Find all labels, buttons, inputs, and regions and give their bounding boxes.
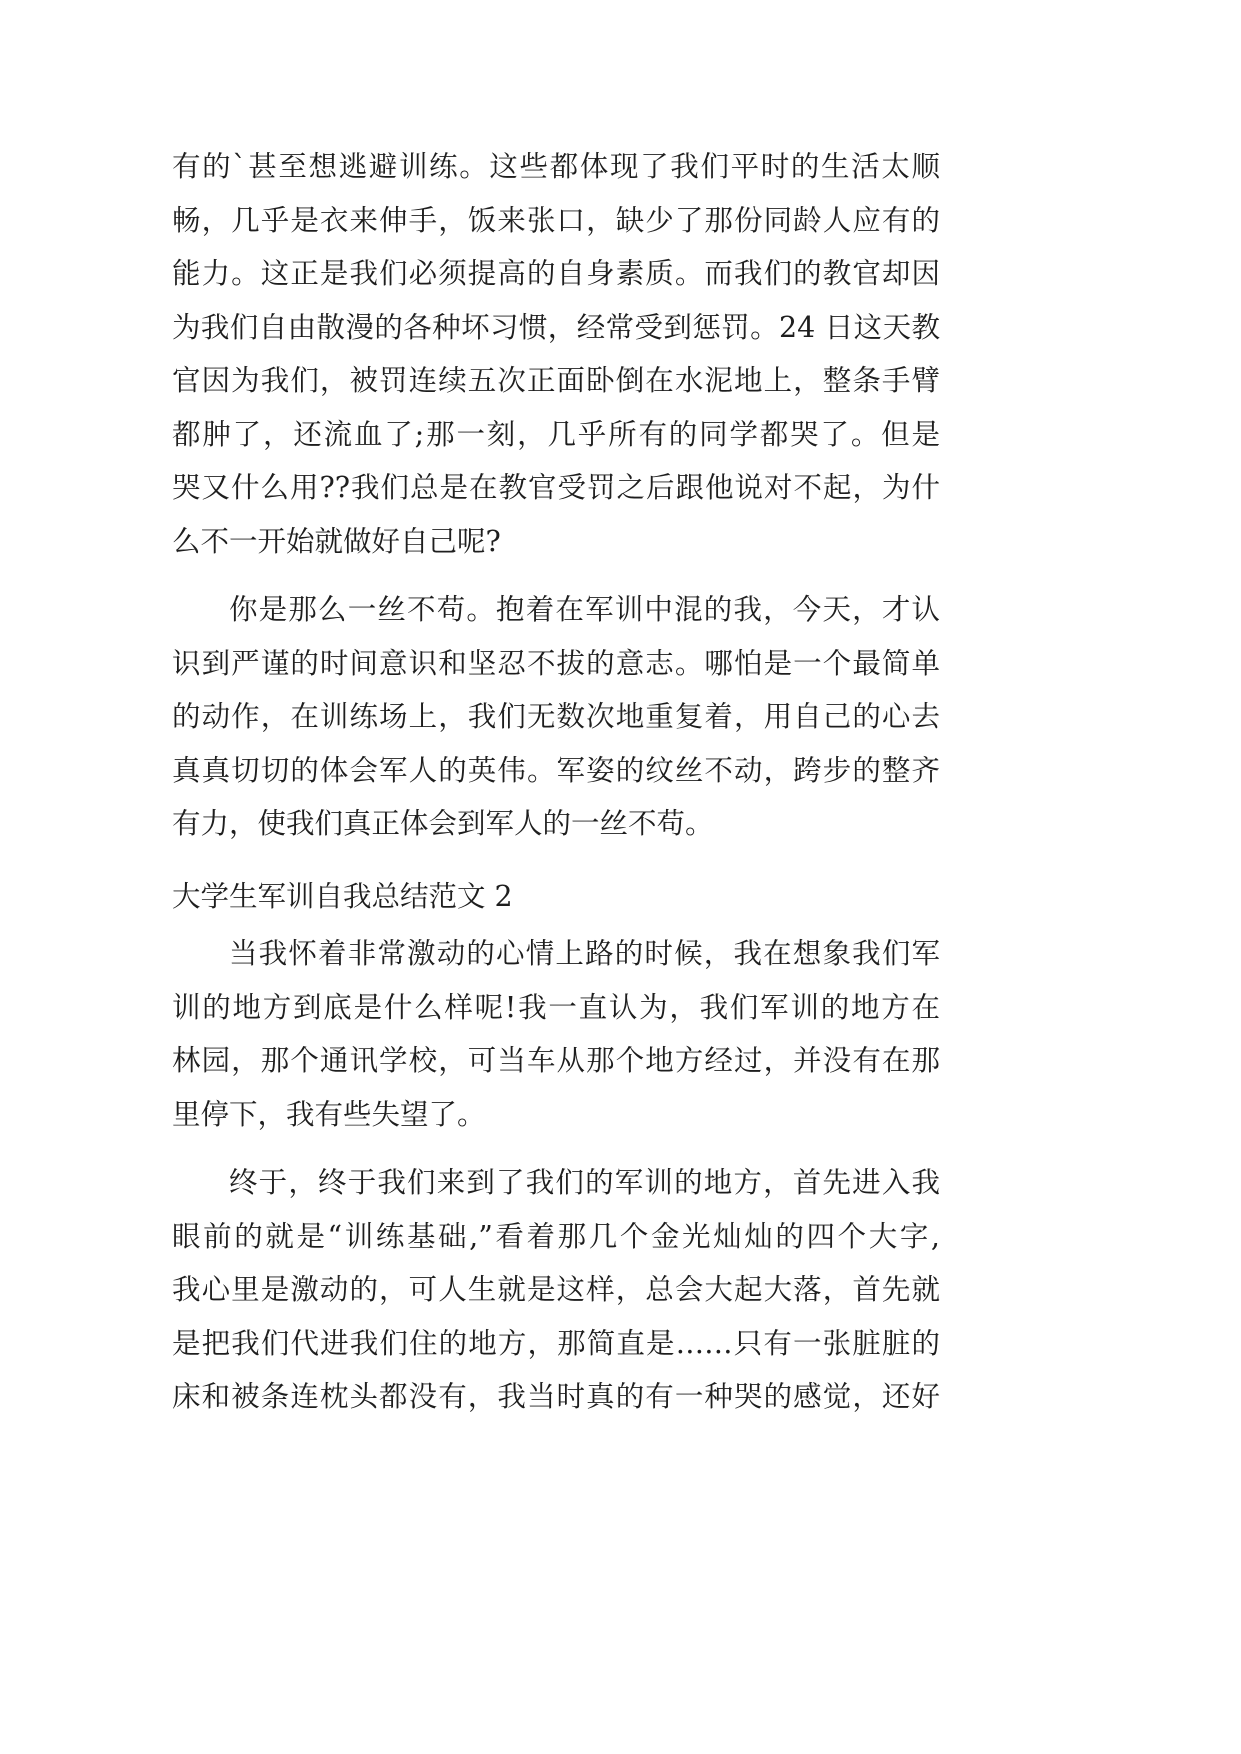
paragraph-line: 的动作，在训练场上，我们无数次地重复着，用自己的心去 <box>172 700 940 733</box>
paragraph-3 <box>172 927 940 1141</box>
paragraph-line: 你是那么一丝不苟。抱着在军训中混的我，今天，才认 <box>229 593 940 626</box>
paragraph-2 <box>172 583 940 851</box>
paragraph-line: 么不一开始就做好自己呢? <box>172 524 501 558</box>
paragraph-line: 当我怀着非常激动的心情上路的时候，我在想象我们军 <box>229 937 940 970</box>
paragraph-line: 是把我们代进我们住的地方，那简直是……只有一张脏脏的 <box>172 1326 940 1360</box>
paragraph-line: 我心里是激动的，可人生就是这样，总会大起大落，首先就 <box>172 1273 940 1306</box>
paragraph-line: 有力，使我们真正体会到军人的一丝不苟。 <box>172 807 714 840</box>
paragraph-line: 终于，终于我们来到了我们的军训的地方，首先进入我 <box>229 1166 940 1199</box>
paragraph-line: 眼前的就是“训练基础,”看着那几个金光灿灿的四个大字, <box>172 1219 940 1253</box>
paragraph-line: 都肿了，还流血了;那一刻，几乎所有的同学都哭了。但是 <box>172 417 940 451</box>
paragraph-line: 林园，那个通讯学校，可当车从那个地方经过，并没有在那 <box>172 1044 940 1077</box>
paragraph-1 <box>172 140 940 568</box>
paragraph-line: 里停下，我有些失望了。 <box>172 1097 486 1131</box>
paragraph-line: 有的`甚至想逃避训练。这些都体现了我们平时的生活太顺 <box>172 150 940 183</box>
paragraph-line: 能力。这正是我们必须提高的自身素质。而我们的教官却因 <box>172 257 940 290</box>
section-heading: 大学生军训自我总结范文 2 <box>172 880 513 913</box>
paragraph-line: 哭又什么用??我们总是在教官受罚之后跟他说对不起，为什 <box>172 471 940 504</box>
paragraph-line: 官因为我们，被罚连续五次正面卧倒在水泥地上，整条手臂 <box>172 364 940 397</box>
paragraph-line: 真真切切的体会军人的英伟。军姿的纹丝不动，跨步的整齐 <box>172 753 940 787</box>
paragraph-line: 畅，几乎是衣来伸手，饭来张口，缺少了那份同龄人应有的 <box>172 203 940 237</box>
text-column <box>172 140 940 1439</box>
paragraph-line: 训的地方到底是什么样呢!我一直认为，我们军训的地方在 <box>172 990 940 1024</box>
paragraph-line: 床和被条连枕头都没有，我当时真的有一种哭的感觉，还好 <box>172 1380 940 1413</box>
paragraph-4 <box>172 1156 940 1424</box>
paragraph-line: 识到严谨的时间意识和坚忍不拔的意志。哪怕是一个最简单 <box>172 646 940 680</box>
paragraph-line: 为我们自由散漫的各种坏习惯，经常受到惩罚。24 日这天教 <box>172 310 940 344</box>
